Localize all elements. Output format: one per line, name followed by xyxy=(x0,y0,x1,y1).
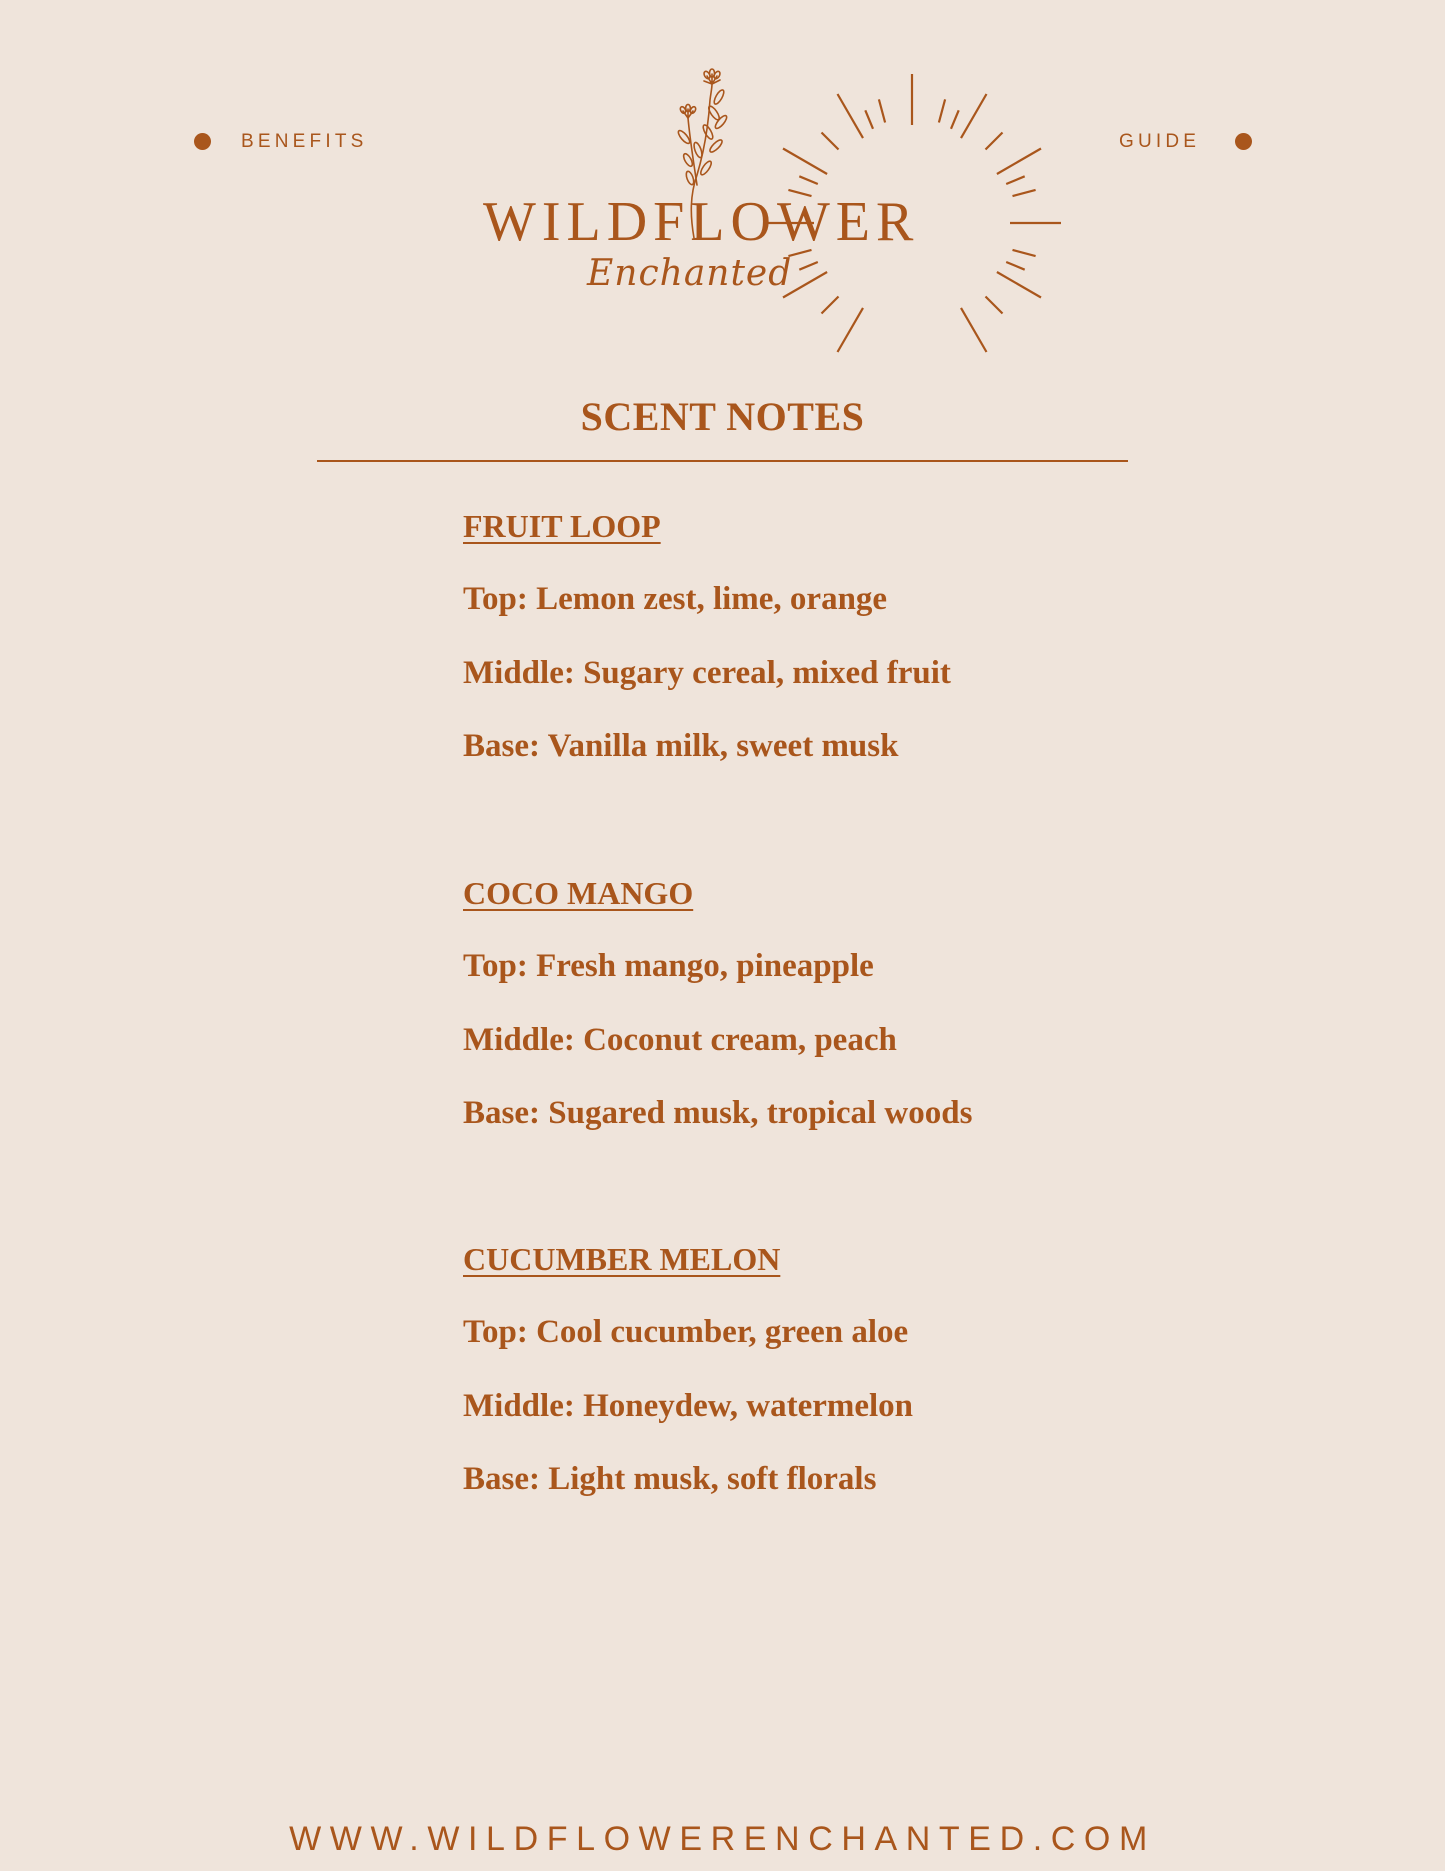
note-middle: Middle: Sugary cereal, mixed fruit xyxy=(463,655,951,691)
benefits-dot-icon xyxy=(194,133,211,150)
scent-name: FRUIT LOOP xyxy=(463,508,661,544)
note-top: Top: Cool cucumber, green aloe xyxy=(463,1314,909,1350)
note-base: Base: Light musk, soft florals xyxy=(463,1461,877,1497)
note-middle: Middle: Coconut cream, peach xyxy=(463,1022,897,1058)
note-top: Top: Lemon zest, lime, orange xyxy=(463,581,888,617)
scent-name: CUCUMBER MELON xyxy=(463,1241,781,1277)
note-base: Base: Sugared musk, tropical woods xyxy=(463,1095,973,1131)
guide-dot-icon xyxy=(1235,133,1252,150)
scent-name: COCO MANGO xyxy=(463,875,694,911)
website-url[interactable]: WWW.WILDFLOWERENCHANTED.COM xyxy=(289,1820,1156,1858)
benefits-label: BENEFITS xyxy=(241,131,368,152)
guide-label: GUIDE xyxy=(1119,131,1201,152)
brand-name: WILDFLOWER xyxy=(483,191,920,253)
page-title: SCENT NOTES xyxy=(580,394,865,439)
note-top: Top: Fresh mango, pineapple xyxy=(463,948,874,984)
title-divider xyxy=(317,460,1128,462)
brand-script: Enchanted xyxy=(587,253,793,294)
note-base: Base: Vanilla milk, sweet musk xyxy=(463,728,899,764)
logo xyxy=(470,60,1090,390)
note-middle: Middle: Honeydew, watermelon xyxy=(463,1388,914,1424)
